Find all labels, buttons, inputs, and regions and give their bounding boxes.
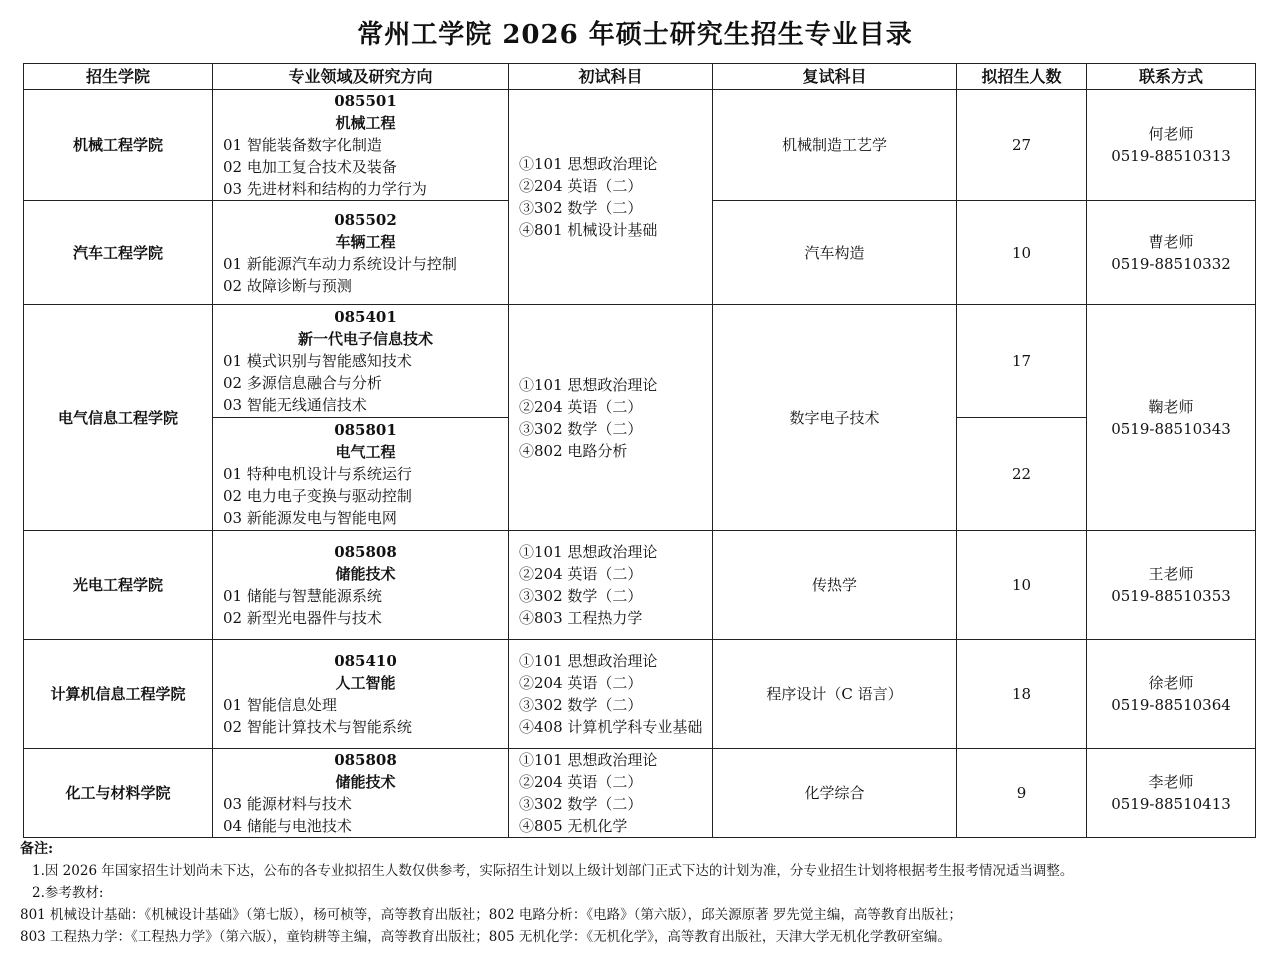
research-direction: 03 新能源发电与智能电网 bbox=[223, 509, 397, 527]
contact-name: 徐老师 bbox=[1148, 674, 1194, 692]
note-line: 801 机械设计基础：《机械设计基础》（第七版），杨可桢等，高等教育出版社；802 电路分析：《电路》（第六版），邱关源原著 罗先觉主编，高等教育出版社； bbox=[20, 907, 962, 923]
exam-subject: ④805 无机化学 bbox=[519, 817, 628, 835]
retest-subject: 汽车构造 bbox=[713, 201, 957, 305]
table-row bbox=[24, 531, 1256, 640]
contact-name: 王老师 bbox=[1148, 565, 1194, 583]
major-cell bbox=[213, 749, 509, 838]
notes-section bbox=[20, 838, 1270, 948]
contact-name: 李老师 bbox=[1148, 773, 1194, 791]
contact-phone: 0519-88510332 bbox=[1111, 254, 1231, 273]
contact-name: 何老师 bbox=[1148, 125, 1194, 143]
exam-subject: ②204 英语（二） bbox=[519, 177, 643, 195]
contact-cell bbox=[1087, 201, 1256, 305]
exam-subject: ①101 思想政治理论 bbox=[519, 751, 658, 769]
table-row bbox=[24, 305, 1256, 418]
initial-exam-cell bbox=[509, 640, 713, 749]
exam-subject: ③302 数学（二） bbox=[519, 587, 643, 605]
quota: 27 bbox=[957, 90, 1087, 201]
major-name: 车辆工程 bbox=[335, 232, 396, 251]
major-cell bbox=[213, 305, 509, 418]
exam-subject: ①101 思想政治理论 bbox=[519, 543, 658, 561]
retest-subject: 机械制造工艺学 bbox=[713, 90, 957, 201]
quota: 17 bbox=[957, 305, 1087, 418]
research-direction: 02 智能计算技术与智能系统 bbox=[223, 718, 412, 736]
exam-subject: ③302 数学（二） bbox=[519, 696, 643, 714]
research-direction: 03 能源材料与技术 bbox=[223, 795, 352, 813]
table-row bbox=[24, 749, 1256, 838]
exam-subject: ①101 思想政治理论 bbox=[519, 375, 658, 394]
retest-subject: 化学综合 bbox=[713, 749, 957, 838]
major-cell bbox=[213, 640, 509, 749]
exam-subject: ④802 电路分析 bbox=[519, 441, 628, 460]
note-line: 2.参考教材: bbox=[32, 885, 104, 901]
note-line: 803 工程热力学：《工程热力学》（第六版），童钧耕等主编，高等教育出版社；805 无机化学：《无机化学》，高等教育出版社，天津大学无机化学教研室编。 bbox=[20, 929, 951, 945]
exam-subject: ③302 数学（二） bbox=[519, 199, 643, 217]
contact-cell bbox=[1087, 640, 1256, 749]
header-retest: 复试科目 bbox=[713, 64, 957, 90]
header-quota: 拟招生人数 bbox=[957, 64, 1087, 90]
major-cell bbox=[213, 201, 509, 305]
initial-exam-cell bbox=[509, 305, 713, 531]
research-direction: 01 模式识别与智能感知技术 bbox=[223, 352, 412, 370]
initial-exam-cell bbox=[509, 531, 713, 640]
major-name: 储能技术 bbox=[335, 565, 396, 583]
major-cell bbox=[213, 90, 509, 201]
major-code: 085801 bbox=[334, 421, 397, 439]
research-direction: 03 智能无线通信技术 bbox=[223, 396, 367, 414]
research-direction: 02 故障诊断与预测 bbox=[223, 276, 352, 295]
major-code: 085410 bbox=[334, 652, 397, 670]
contact-cell bbox=[1087, 90, 1256, 201]
contact-cell bbox=[1087, 531, 1256, 640]
quota: 18 bbox=[957, 640, 1087, 749]
research-direction: 01 新能源汽车动力系统设计与控制 bbox=[223, 254, 457, 273]
school-name: 化工与材料学院 bbox=[24, 749, 213, 838]
research-direction: 01 特种电机设计与系统运行 bbox=[223, 465, 412, 483]
contact-phone: 0519-88510313 bbox=[1111, 147, 1231, 165]
research-direction: 02 电加工复合技术及装备 bbox=[223, 158, 397, 176]
exam-subject: ④803 工程热力学 bbox=[519, 609, 643, 627]
contact-phone: 0519-88510343 bbox=[1111, 419, 1231, 438]
notes-title: 备注: bbox=[20, 841, 54, 857]
retest-subject: 传热学 bbox=[713, 531, 957, 640]
research-direction: 01 智能信息处理 bbox=[223, 696, 337, 714]
major-code: 085808 bbox=[334, 543, 397, 561]
major-name: 人工智能 bbox=[335, 674, 396, 692]
exam-subject: ④408 计算机学科专业基础 bbox=[519, 718, 703, 736]
exam-subject: ④801 机械设计基础 bbox=[519, 221, 658, 239]
header-contact: 联系方式 bbox=[1087, 64, 1256, 90]
major-cell bbox=[213, 531, 509, 640]
major-code: 085502 bbox=[334, 210, 397, 229]
contact-name: 鞠老师 bbox=[1148, 397, 1194, 416]
exam-subject: ③302 数学（二） bbox=[519, 419, 643, 438]
exam-subject: ②204 英语（二） bbox=[519, 565, 643, 583]
table-row bbox=[24, 640, 1256, 749]
school-name: 电气信息工程学院 bbox=[24, 305, 213, 531]
exam-subject: ②204 英语（二） bbox=[519, 397, 643, 416]
retest-subject: 程序设计（C 语言） bbox=[713, 640, 957, 749]
research-direction: 01 智能装备数字化制造 bbox=[223, 136, 382, 154]
catalog-table bbox=[23, 63, 1256, 838]
quota: 9 bbox=[957, 749, 1087, 838]
retest-subject: 数字电子技术 bbox=[713, 305, 957, 531]
exam-subject: ②204 英语（二） bbox=[519, 674, 643, 692]
research-direction: 01 储能与智慧能源系统 bbox=[223, 587, 382, 605]
contact-phone: 0519-88510353 bbox=[1111, 587, 1231, 605]
major-code: 085501 bbox=[334, 92, 397, 110]
major-name: 机械工程 bbox=[335, 114, 396, 132]
school-name: 汽车工程学院 bbox=[24, 201, 213, 305]
research-direction: 02 电力电子变换与驱动控制 bbox=[223, 487, 412, 505]
major-code: 085808 bbox=[334, 751, 397, 769]
exam-subject: ①101 思想政治理论 bbox=[519, 155, 658, 173]
exam-subject: ②204 英语（二） bbox=[519, 773, 643, 791]
exam-subject: ①101 思想政治理论 bbox=[519, 652, 658, 670]
contact-cell bbox=[1087, 749, 1256, 838]
header-major: 专业领域及研究方向 bbox=[213, 64, 509, 90]
contact-phone: 0519-88510364 bbox=[1111, 696, 1231, 714]
research-direction: 03 先进材料和结构的力学行为 bbox=[223, 180, 427, 198]
school-name: 光电工程学院 bbox=[24, 531, 213, 640]
page-title: 常州工学院 2026 年硕士研究生招生专业目录 bbox=[357, 20, 913, 50]
initial-exam-cell bbox=[509, 749, 713, 838]
research-direction: 04 储能与电池技术 bbox=[223, 817, 352, 835]
header-school: 招生学院 bbox=[24, 64, 213, 90]
note-line: 1.因 2026 年国家招生计划尚未下达，公布的各专业拟招生人数仅供参考，实际招生计划以上级计划部门正式下达的计划为准，分专业招生计划将根据考生报考情况适当调整。 bbox=[32, 863, 1074, 879]
major-cell bbox=[213, 418, 509, 531]
major-name: 电气工程 bbox=[335, 443, 396, 461]
contact-cell bbox=[1087, 305, 1256, 531]
header-initial-exam: 初试科目 bbox=[509, 64, 713, 90]
school-name: 计算机信息工程学院 bbox=[24, 640, 213, 749]
quota: 10 bbox=[957, 531, 1087, 640]
quota: 10 bbox=[957, 201, 1087, 305]
contact-name: 曹老师 bbox=[1148, 232, 1194, 251]
major-name: 储能技术 bbox=[335, 773, 396, 791]
major-name: 新一代电子信息技术 bbox=[297, 330, 433, 348]
school-name: 机械工程学院 bbox=[24, 90, 213, 201]
quota: 22 bbox=[957, 418, 1087, 531]
research-direction: 02 新型光电器件与技术 bbox=[223, 609, 382, 627]
contact-phone: 0519-88510413 bbox=[1111, 795, 1231, 813]
initial-exam-cell bbox=[509, 90, 713, 305]
research-direction: 02 多源信息融合与分析 bbox=[223, 374, 382, 392]
table-row bbox=[24, 90, 1256, 201]
table-header-row bbox=[24, 64, 1256, 90]
exam-subject: ③302 数学（二） bbox=[519, 795, 643, 813]
major-code: 085401 bbox=[334, 308, 397, 326]
